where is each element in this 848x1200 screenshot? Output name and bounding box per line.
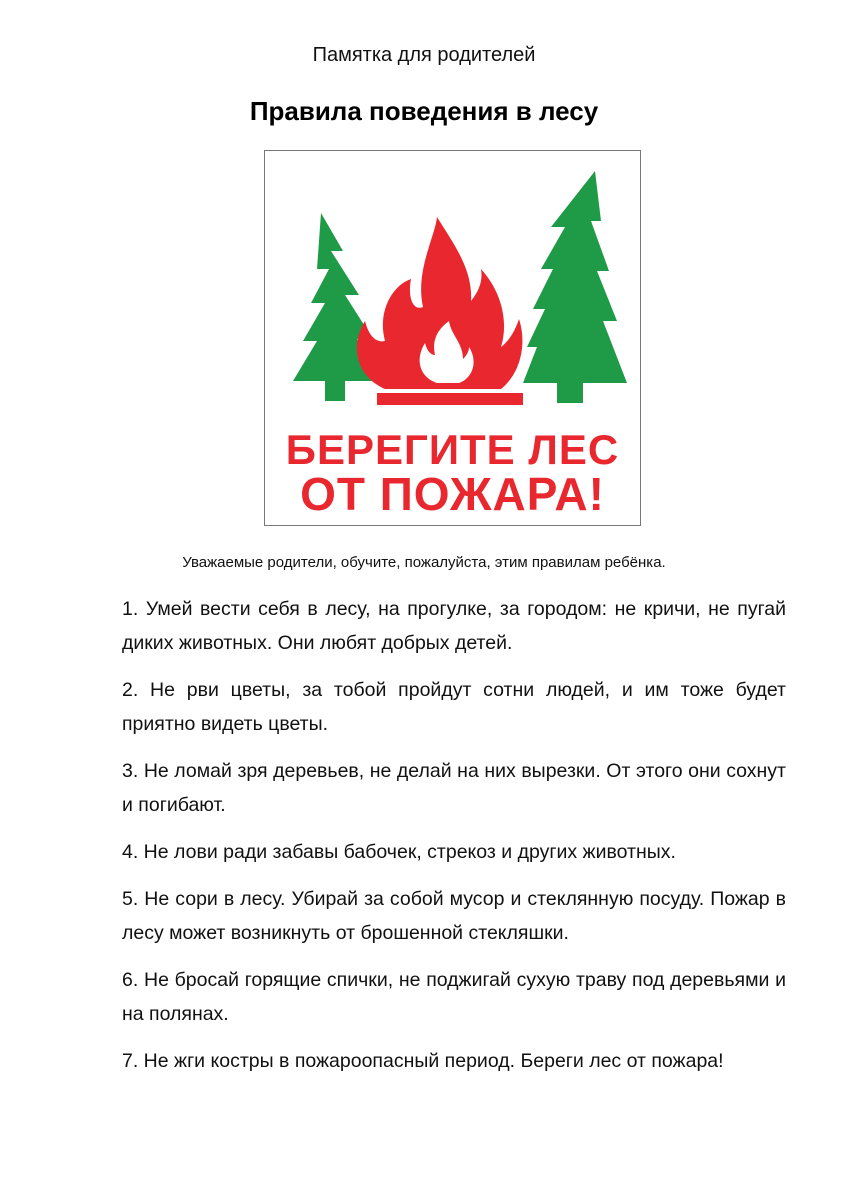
right-tree-icon bbox=[523, 171, 627, 403]
intro-text: Уважаемые родители, обучите, пожалуйста, этим правилам ребёнка. bbox=[182, 554, 666, 571]
fire-safety-poster bbox=[264, 150, 641, 526]
rule-item: 6. Не бросай горящие спички, не поджигай сухую траву под деревьями и на полянах. bbox=[122, 969, 786, 1025]
ground-bar-icon bbox=[377, 393, 523, 405]
rule-item: 4. Не лови ради забавы бабочек, стрекоз и других животных. bbox=[122, 841, 676, 863]
rule-item: 3. Не ломай зря деревьев, не делай на них вырезки. От этого они сохнут и погибают. bbox=[122, 760, 786, 816]
poster-slogan-line1: БЕРЕГИТЕ ЛЕС bbox=[285, 426, 620, 473]
poster-slogan-line2: ОТ ПОЖАРА! bbox=[300, 468, 605, 520]
document-subtitle: Памятка для родителей bbox=[312, 44, 536, 66]
rule-item: 2. Не рви цветы, за тобой пройдут сотни людей, и им тоже будет приятно видеть цветы. bbox=[122, 679, 786, 735]
rule-item: 5. Не сори в лесу. Убирай за собой мусор и стеклянную посуду. Пожар в лесу может возникнуть от брошенной стекляшки. bbox=[122, 888, 786, 944]
rule-item: 7. Не жги костры в пожароопасный период. Береги лес от пожара! bbox=[122, 1050, 724, 1072]
document-title: Правила поведения в лесу bbox=[249, 96, 599, 126]
rule-item: 1. Умей вести себя в лесу, на прогулке, за городом: не кричи, не пугай диких животных. Они любят добрых детей. bbox=[122, 598, 786, 654]
rules-list bbox=[122, 592, 786, 1091]
